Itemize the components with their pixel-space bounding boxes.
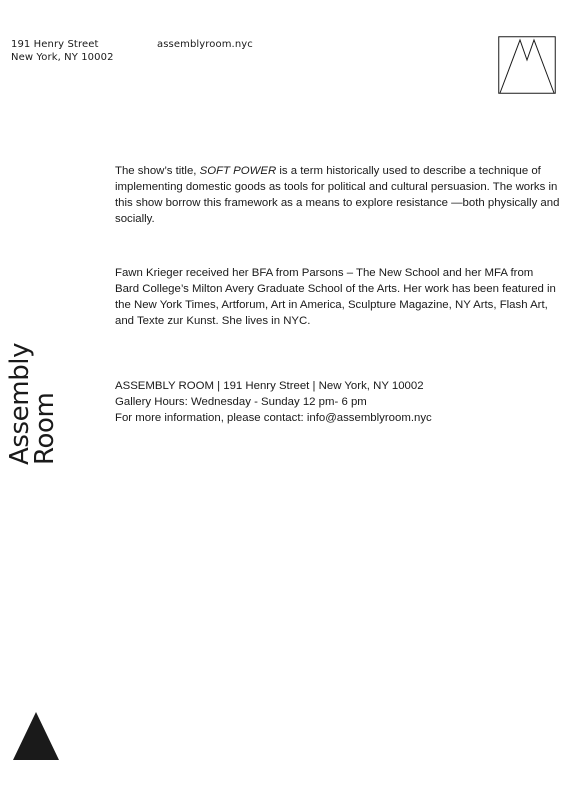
vertical-wordmark bbox=[5, 265, 60, 465]
artist-bio bbox=[115, 265, 560, 329]
description-intro: The show’s title, bbox=[115, 165, 200, 177]
artist-bio-text: Fawn Krieger received her BFA from Parsons – The New School and her MFA from Bard College’s Milton Avery Graduate School of the Arts. Her work has been featured in the New York Times, Artforum, Art in America, Sculpture Magazine, NY Arts, Flash Art, and Texte zur Kunst. She lives in NYC. bbox=[115, 267, 556, 327]
show-description bbox=[115, 163, 560, 227]
address-street: 191 Henry Street bbox=[11, 39, 99, 50]
contact-email: For more information, please contact: info@assemblyroom.nyc bbox=[115, 412, 432, 424]
contact-address: ASSEMBLY ROOM | 191 Henry Street | New York, NY 10002 bbox=[115, 380, 424, 392]
wordmark-line-1: Assembly bbox=[5, 342, 35, 465]
assembly-room-logo-icon bbox=[498, 36, 556, 94]
description-body: is a term historically used to describe a technique of implementing domestic goods as tools for political and cultural persuasion. The works in this show borrow this framework as a means to explore resistance —both physically and socially. bbox=[115, 165, 560, 225]
contact-info bbox=[115, 378, 560, 426]
website-link[interactable]: assemblyroom.nyc bbox=[157, 39, 253, 50]
gallery-hours: Gallery Hours: Wednesday - Sunday 12 pm- 6 pm bbox=[115, 396, 367, 408]
wordmark-line-2: Room bbox=[30, 392, 60, 465]
show-title: SOFT POWER bbox=[199, 165, 277, 177]
gallery-address bbox=[11, 38, 114, 64]
address-city: New York, NY 10002 bbox=[11, 52, 114, 63]
triangle-icon bbox=[13, 712, 59, 760]
